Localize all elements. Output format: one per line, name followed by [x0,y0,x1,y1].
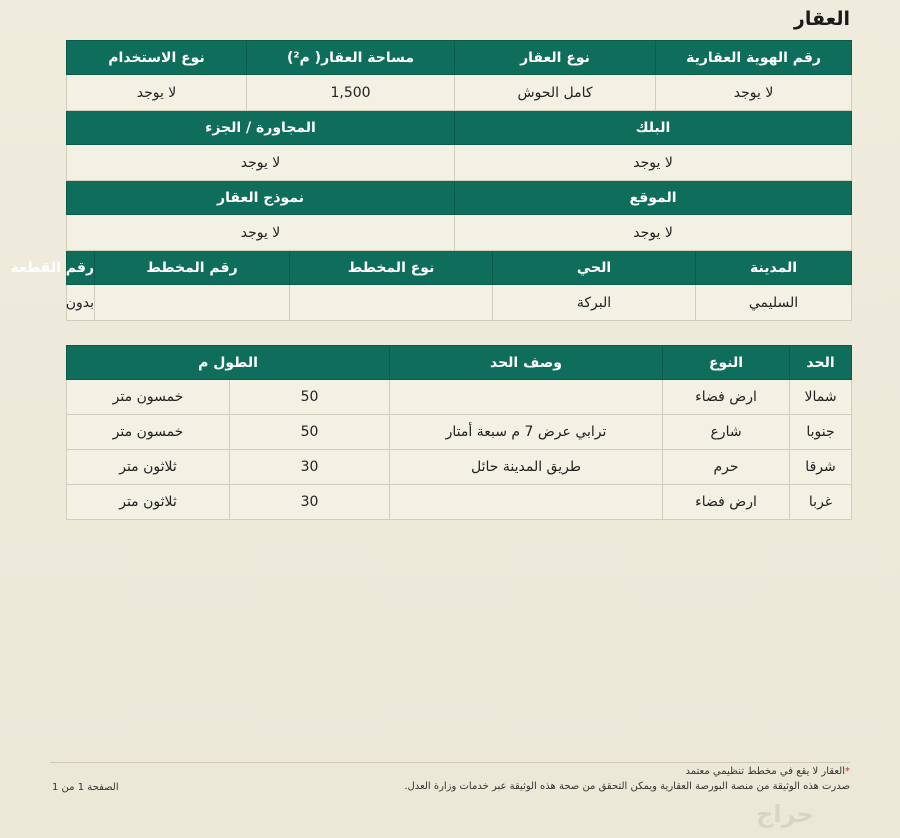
boundary-description: ترابي عرض 7 م سبعة أمتار [390,415,663,450]
boundary-length: 30 [230,485,390,520]
boundary-type: شارع [663,415,790,450]
property-value-row-4 [67,285,852,321]
property-area-header: مساحة العقار( م²) [247,41,455,75]
footer-divider [50,762,850,763]
property-value-row-3 [67,215,852,251]
location-header: الموقع [455,181,852,215]
property-id-value: لا يوجد [656,75,852,111]
table-row [67,415,852,450]
property-header-row-2 [67,111,852,145]
watermark: حراج [756,800,814,828]
district-header: الحي [493,251,696,285]
property-model-value: لا يوجد [67,215,455,251]
location-value: لا يوجد [455,215,852,251]
side-header: الحد [790,346,852,380]
boundaries-header-row [67,346,852,380]
boundary-length-words: ثلاثون متر [67,485,230,520]
boundary-length: 50 [230,380,390,415]
plan-number-header: رقم المخطط [95,251,290,285]
boundary-length-words: خمسون متر [67,415,230,450]
block-value: لا يوجد [455,145,852,181]
boundary-length: 50 [230,415,390,450]
property-type-header: نوع العقار [455,41,656,75]
note-asterisk: * [845,766,850,777]
property-type-value: كامل الحوش [455,75,656,111]
city-value: السليمي [696,285,852,321]
boundary-description: طريق المدينة حائل [390,450,663,485]
table-row [67,380,852,415]
city-header: المدينة [696,251,852,285]
property-header-row-4 [67,251,852,285]
neighborhood-part-header: المجاورة / الجزء [67,111,455,145]
type-header: النوع [663,346,790,380]
note-text: العقار لا يقع في مخطط تنظيمي معتمد [685,766,845,777]
property-id-header: رقم الهوية العقارية [656,41,852,75]
boundary-type: ارض فضاء [663,485,790,520]
boundary-side: جنوبا [790,415,852,450]
property-header-row-1 [67,41,852,75]
boundary-length: 30 [230,450,390,485]
table-row [67,485,852,520]
description-header: وصف الحد [390,346,663,380]
usage-type-header: نوع الاستخدام [67,41,247,75]
boundary-description [390,380,663,415]
plan-type-header: نوع المخطط [290,251,493,285]
footer-disclaimer: صدرت هذه الوثيقة من منصة البورصة العقارية ويمكن التحقق من صحة هذه الوثيقة عبر خدمات وزارة العدل. [404,781,850,792]
plan-type-value [290,285,493,321]
property-area-value: 1,500 [247,75,455,111]
length-header: الطول م [67,346,390,380]
boundary-type: ارض فضاء [663,380,790,415]
plan-number-value [95,285,290,321]
boundary-side: شمالا [790,380,852,415]
table-row [67,450,852,485]
property-model-header: نموذج العقار [67,181,455,215]
neighborhood-part-value: لا يوجد [67,145,455,181]
section-title: العقار [793,8,850,30]
boundaries-table [66,345,852,520]
footer-note [685,766,850,777]
block-header: البلك [455,111,852,145]
boundary-length-words: خمسون متر [67,380,230,415]
boundary-type: حرم [663,450,790,485]
page-number: الصفحة 1 من 1 [52,782,119,793]
boundary-length-words: ثلاثون متر [67,450,230,485]
boundary-description [390,485,663,520]
boundary-side: غربا [790,485,852,520]
boundary-side: شرقا [790,450,852,485]
property-info-table [10,40,852,321]
district-value: البركة [493,285,696,321]
plot-number-value: بدون [67,285,95,321]
usage-type-value: لا يوجد [67,75,247,111]
property-value-row-1 [67,75,852,111]
plot-number-header: رقم القطعة [67,251,95,285]
property-header-row-3 [67,181,852,215]
property-value-row-2 [67,145,852,181]
